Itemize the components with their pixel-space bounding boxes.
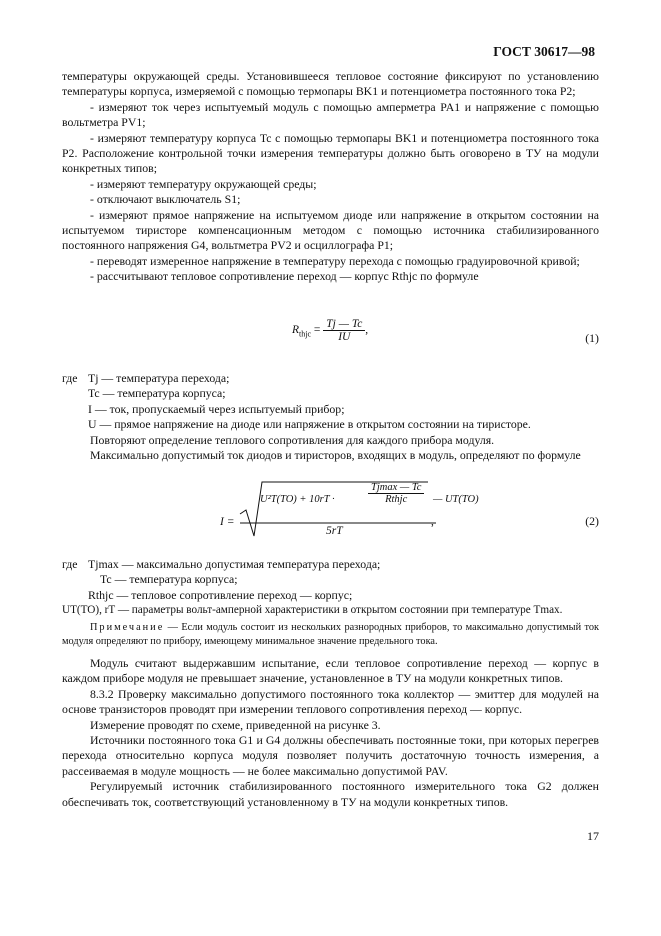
formula-2 [220,480,488,540]
formula-1-number: (1) [585,331,599,345]
formula-2-number: (2) [585,514,599,528]
formula-minus-term: — UT(TO) [433,494,479,505]
list-item: - отключают выключатель S1; [90,192,241,207]
where-label: где [62,371,78,385]
definition: UT(TO), rT — параметры вольт-амперной характеристики в открытом состоянии при температуре Tmax. [62,604,563,617]
formula-lhs-sub: thjc [299,329,312,339]
list-item: - рассчитывают тепловое сопротивление переход — корпус Rthjc по формуле [90,269,479,284]
definitions-2 [62,557,599,619]
formula-1 [292,318,368,343]
paragraph: Повторяют определение теплового сопротивления для каждого прибора модуля. [90,433,495,447]
radical-sign [228,480,488,542]
formula-lhs: R [292,324,300,337]
text-block-1 [62,69,599,285]
formula-tail: , [365,324,369,337]
where-label: где [62,557,78,571]
definition: Tc — температура корпуса; [88,386,226,401]
formula-tail: , [431,516,434,528]
list-item: - измеряют температуру окружающей среды; [90,176,317,191]
definition: Tj — температура перехода; [88,371,230,385]
formula-inner-denominator: Rthjc [385,494,408,505]
formula-inner-numerator: Tjmax — Tc [368,482,424,494]
paragraph: 8.3.2 Проверку максимально допустимого постоянного тока коллектор — эмиттер для модулей на основе транзисторов проводят при измерении теплового сопротивления переход — корпус. [62,686,599,717]
document-header: ГОСТ 30617—98 [493,44,595,59]
formula-denominator: IU [338,331,351,343]
note-text: — Если модуль состоит из нескольких разнородных приборов, то максимально допустимый ток модуля определяют по прибору, имеющему минимальное значение предельного тока. [62,622,599,647]
formula-fraction [323,318,365,343]
list-item: - измеряют прямое напряжение на испытуемом диоде или напряжение в открытом состоянии на испытуемом тиристоре компенсационным методом с помощью источника стабилизированного постоянного напряжения G4, вольтметра PV2 и осциллографа P1; [62,207,599,253]
formula-eq: = [313,324,321,337]
text-block-2 [62,433,599,464]
formula-inner-fraction [368,482,424,505]
paragraph: Максимально допустимый ток диодов и тиристоров, входящих в модуль, определяют по формуле [90,448,581,463]
formula-term: U²T(TO) + 10rT · [260,494,335,505]
definitions-1 [62,371,599,433]
page-number: 17 [587,829,599,843]
note [62,621,599,648]
note-label: Примечание [90,622,165,633]
paragraph: Измерение проводят по схеме, приведенной на рисунке 3. [90,717,381,732]
definition: Rthjc — тепловое сопротивление переход — корпус; [88,587,353,602]
formula-numerator: Tj — Tc [323,318,365,331]
list-item: - переводят измеренное напряжение в температуру перехода с помощью градуировочной кривой; [90,253,580,268]
definition: U — прямое напряжение на диоде или напряжение в открытом состоянии на тиристоре. [88,417,531,432]
text-block-3 [62,656,599,810]
definition: Tc — температура корпуса; [100,572,238,587]
paragraph: Регулируемый источник стабилизированного постоянного измерительного тока G2 должен обеспечивать ток, соответствующий установленному в ТУ на модули конкретных типов. [62,779,599,809]
formula-denominator: 5rT [326,525,343,537]
paragraph: Источники постоянного тока G1 и G4 должны обеспечивать постоянные токи, при которых перегрев перехода относительно корпуса модуля позволяет получить достаточную точность измерения, а рассеиваемая в модуле мощность — не более максимально допустимой PAV. [62,733,599,778]
definition: I — ток, пропускаемый через испытуемый прибор; [88,401,345,416]
list-item: - измеряют температуру корпуса Tc с помощью термопары BK1 и потенциометра постоянного тока P2. Расположение контрольной точки измерения температуры должно быть оговорено в ТУ на модули конкретных типов; [62,130,599,176]
definition: Tjmax — максимально допустимая температура перехода; [88,557,381,571]
paragraph: температуры окружающей среды. Установившееся тепловое состояние фиксируют по установлению температуры корпуса, измеряемой с помощью термопары BK1 и потенциометра постоянного тока P2; [62,69,599,99]
formula-lhs: I = [220,516,235,528]
list-item: - измеряют ток через испытуемый модуль с помощью амперметра PA1 и напряжение с помощью вольтметра PV1; [62,99,599,130]
paragraph: Модуль считают выдержавшим испытание, если тепловое сопротивление переход — корпус в каждом приборе модуля не превышает значение, установленное в ТУ на модули конкретных типов. [62,656,599,686]
